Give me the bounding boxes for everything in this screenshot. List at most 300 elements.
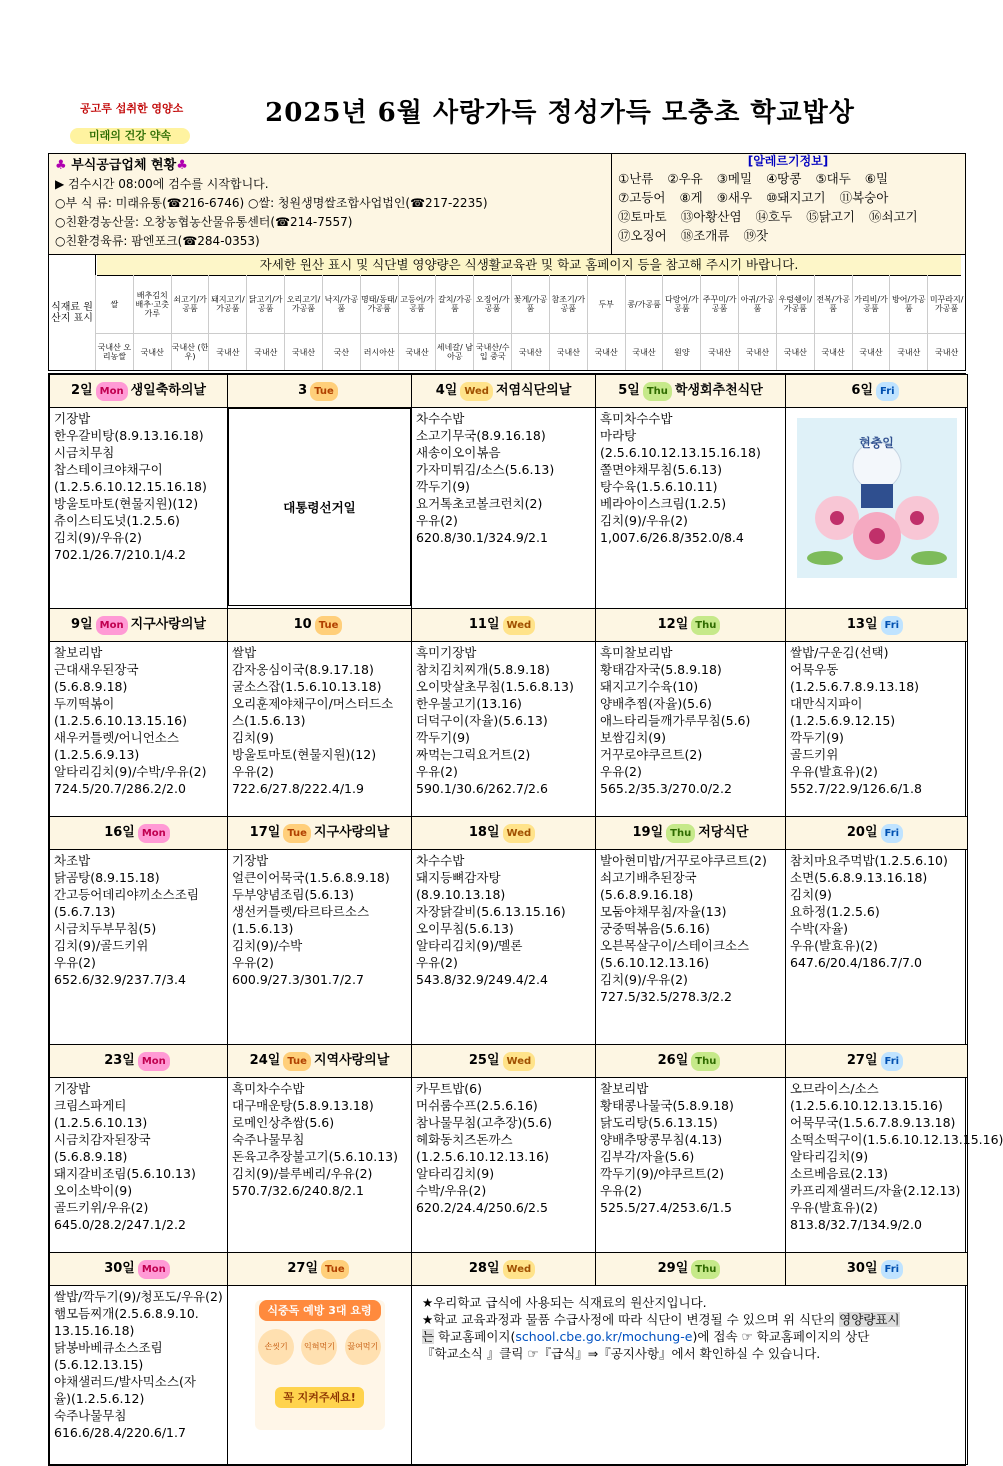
day-theme: 학생회추천식단 xyxy=(674,382,763,398)
menu-line: 620.2/24.4/250.6/2.5 xyxy=(416,1200,548,1215)
menu-line: 숙주나물무침 xyxy=(54,1408,127,1423)
origin-ingredient: 미꾸라지/가공품 xyxy=(928,275,965,334)
menu-line: 기장밥 xyxy=(54,1081,91,1096)
menu-line: 크림스파게티 xyxy=(54,1098,127,1113)
day-number: 20일 xyxy=(846,824,878,840)
weekday-badge: Fri xyxy=(881,1260,904,1279)
day-number: 26일 xyxy=(657,1052,689,1068)
menu-line: (5.6.12.13.15) xyxy=(54,1357,144,1372)
menu-cell xyxy=(786,408,968,609)
menu-line: 양배추땅콩무침(4.13) xyxy=(600,1132,723,1147)
menu-line: 감자옹심이국(8.9.17.18) xyxy=(232,662,374,677)
origin-column xyxy=(625,275,663,370)
poster-cell xyxy=(228,1286,412,1465)
menu-line: 570.7/32.6/240.8/2.1 xyxy=(232,1183,364,1198)
menu-line: 두부양념조림(5.6.13) xyxy=(232,887,354,902)
menu-line: 돈육고추장불고기(5.6.10.13) xyxy=(232,1149,398,1164)
allergy-item: ⑦고등어 xyxy=(618,190,666,205)
menu-line: 오이무침(5.6.13) xyxy=(416,921,514,936)
origin-ingredient: 배추김치 배추·고춧가루 xyxy=(134,275,171,334)
day-number: 11일 xyxy=(468,616,500,632)
menu-line: 요하정(1.2.5.6) xyxy=(790,904,880,919)
menu-line: 722.6/27.8/222.4/1.9 xyxy=(232,781,364,796)
menu-line: 724.5/20.7/286.2/2.0 xyxy=(54,781,186,796)
supplier-heading: ♣ 부식공급업체 현황♣ xyxy=(55,158,188,173)
menu-line: 590.1/30.6/262.7/2.6 xyxy=(416,781,548,796)
origin-country: 국내산 xyxy=(632,347,656,357)
origin-ingredient: 콩/가공품 xyxy=(626,275,663,334)
day-header xyxy=(228,1045,412,1078)
menu-line: 흑미찰보리밥 xyxy=(600,645,673,660)
day-number: 24일 xyxy=(249,1052,281,1068)
origin-country: 국내산 xyxy=(254,347,278,357)
menu-line: 620.8/30.1/324.9/2.1 xyxy=(416,530,548,545)
menu-cell xyxy=(50,850,228,1045)
menu-line: 쇠고기배추된장국 xyxy=(600,870,697,885)
menu-line: 골드키위 xyxy=(790,747,839,762)
menu-line: 양배추찜(자율)(5.6) xyxy=(600,696,712,711)
menu-line: 1,007.6/26.8/352.0/8.4 xyxy=(600,530,744,545)
menu-line: 굴소스잡(1.5.6.10.13.18) xyxy=(232,679,382,694)
day-header xyxy=(786,375,968,408)
weekday-badge: Mon xyxy=(138,1260,170,1279)
origin-ingredient: 고등어/가공품 xyxy=(399,275,436,334)
origin-ingredient: 오징어/가공품 xyxy=(474,275,511,334)
origin-column xyxy=(398,275,436,370)
menu-line: 김치(9)/우유(2) xyxy=(54,530,142,545)
menu-line: 813.8/32.7/134.9/2.0 xyxy=(790,1217,922,1232)
menu-line: 김치(9)/우유(2) xyxy=(600,513,688,528)
logo-slogan-top: 공고루 섭취한 영양소 xyxy=(80,102,184,115)
memorial-day-picture xyxy=(790,412,963,584)
day-header xyxy=(228,375,412,408)
menu-line: 시금치두부무침(5) xyxy=(54,921,157,936)
weekday-badge: Thu xyxy=(643,382,672,401)
menu-line: 짜먹는그릭요거트(2) xyxy=(416,747,531,762)
allergy-row xyxy=(612,226,964,245)
menu-line: 기장밥 xyxy=(54,411,91,426)
club-icon: ♣ xyxy=(176,158,188,173)
origin-country: 국내산 xyxy=(745,347,770,357)
origin-column xyxy=(133,275,171,370)
menu-line: 우유(2) xyxy=(416,955,458,970)
menu-line: 616.6/28.4/220.6/1.7 xyxy=(54,1425,186,1440)
weekday-badge: Thu xyxy=(691,616,720,635)
origin-ingredient: 돼지고기/가공품 xyxy=(209,275,246,334)
weekday-badge: Mon xyxy=(138,1052,170,1071)
origin-ingredient: 낙지/가공품 xyxy=(323,275,360,334)
menu-cell xyxy=(786,1078,1003,1253)
menu-line: 쌀밥/구운김(선택) xyxy=(790,645,889,660)
notice-text: 는 xyxy=(422,1329,435,1344)
origin-ingredient: 방어/가공품 xyxy=(890,275,927,334)
menu-cell xyxy=(596,1078,786,1253)
supplier-line: ▶ 검수시간 08:00에 검수를 시작합니다. xyxy=(55,177,269,191)
day-number: 27일 xyxy=(287,1260,319,1276)
origin-column xyxy=(435,275,473,370)
origin-column xyxy=(284,275,322,370)
menu-line: 깍두기(9)/야쿠르트(2) xyxy=(600,1166,725,1181)
day-header xyxy=(596,1253,786,1286)
menu-cell xyxy=(50,408,228,609)
origin-column xyxy=(700,275,738,370)
day-header xyxy=(50,609,228,642)
menu-line: 우유(2) xyxy=(232,764,274,779)
weekday-badge: Tue xyxy=(283,1052,311,1071)
day-header xyxy=(412,609,596,642)
origin-column xyxy=(511,275,549,370)
origin-ingredient: 쇠고기/가공품 xyxy=(172,275,209,334)
origin-column xyxy=(662,275,700,370)
menu-line: 오븐목살구이/스테이크소스 xyxy=(600,938,750,953)
menu-cell xyxy=(412,1078,596,1253)
origin-table xyxy=(48,255,966,371)
day-number: 3 xyxy=(298,382,308,398)
supplier-line: ○부 식 류: 미래유통(☎216-6746) ○쌀: 청원생명쌀조합사업법인(☎217-2235) xyxy=(55,196,488,210)
menu-line: 흑미기장밥 xyxy=(416,645,477,660)
menu-line: 참치김치찌개(5.8.9.18) xyxy=(416,662,550,677)
day-header xyxy=(412,1253,596,1286)
menu-line: 자장닭갈비(5.6.13.15.16) xyxy=(416,904,566,919)
menu-line: 김치(9)/블루베리/우유(2) xyxy=(232,1166,373,1181)
allergy-item: ⑪복숭아 xyxy=(839,190,889,205)
menu-line: 김치(9) xyxy=(232,730,274,745)
weekday-badge: Wed xyxy=(460,382,493,401)
menu-line: 카무트밥(6) xyxy=(416,1081,483,1096)
menu-line: 쫄면야채무침(5.6.13) xyxy=(600,462,722,477)
menu-line: 근대새우된장국 xyxy=(54,662,139,677)
allergy-item: ④땅콩 xyxy=(766,171,802,186)
menu-line: (1.2.5.6.10.12.15.16.18) xyxy=(54,479,207,494)
menu-line: 쌀밥 xyxy=(232,645,257,660)
menu-cell xyxy=(228,408,411,606)
origin-column xyxy=(95,275,133,370)
food-poisoning-poster xyxy=(255,1300,385,1430)
origin-country: 국내산 xyxy=(708,347,732,357)
day-number: 25일 xyxy=(468,1052,500,1068)
menu-line: 600.9/27.3/301.7/2.7 xyxy=(232,972,364,987)
origin-country: 국내산/수입 중국 xyxy=(475,343,510,361)
menu-line: 쌀밥/깍두기(9)/청포도/우유(2) xyxy=(54,1289,223,1304)
day-number: 5일 xyxy=(618,382,640,398)
menu-line: 닭봉바베큐소스조림 xyxy=(54,1340,163,1355)
menu-line: 마라탕 xyxy=(600,428,637,443)
menu-line: (1.2.5.6.10.12.13.15.16) xyxy=(790,1098,943,1113)
school-logo xyxy=(70,100,200,148)
weekday-badge: Mon xyxy=(138,824,170,843)
origin-column xyxy=(171,275,209,370)
menu-line: 돼지등뼈감자탕 xyxy=(416,870,501,885)
menu-line: 652.6/32.9/237.7/3.4 xyxy=(54,972,186,987)
weekday-badge: Thu xyxy=(691,1260,720,1279)
menu-cell xyxy=(412,850,596,1045)
origin-column xyxy=(587,275,625,370)
day-header xyxy=(786,1045,968,1078)
weekday-badge: Mon xyxy=(96,382,128,401)
day-header xyxy=(228,817,412,850)
origin-ingredient: 우렁쉥이/가공품 xyxy=(777,275,814,334)
page-title: 2025년 6월 사랑가득 정성가득 모충초 학교밥상 xyxy=(265,98,855,128)
menu-line: 율)(1.2.5.6.12) xyxy=(54,1391,145,1406)
day-header xyxy=(786,817,968,850)
menu-line: 흑미차수수밥 xyxy=(600,411,673,426)
menu-line: 보쌈김치(9) xyxy=(600,730,667,745)
menu-line: 727.5/32.5/278.3/2.2 xyxy=(600,989,732,1004)
menu-line: 대만식지파이 xyxy=(790,696,863,711)
menu-line: 김치(9)/수박 xyxy=(232,938,303,953)
day-header xyxy=(412,375,596,408)
day-header xyxy=(412,817,596,850)
day-theme: 지구사랑의날 xyxy=(130,616,206,632)
menu-cell xyxy=(412,408,596,609)
menu-cell xyxy=(786,850,968,1045)
supplier-line: ○친환경육류: 팜엔포크(☎284-0353) xyxy=(55,234,260,248)
origin-side-label: 식재료 원산지 표시 xyxy=(49,255,96,370)
origin-country: 국내산 xyxy=(594,347,618,357)
day-header xyxy=(50,375,228,408)
origin-column xyxy=(246,275,284,370)
day-header xyxy=(596,609,786,642)
day-number: 28일 xyxy=(468,1260,500,1276)
allergy-heading: [알레르기정보] xyxy=(747,154,829,168)
menu-line: 알타리김치(9) xyxy=(790,1149,869,1164)
day-number: 16일 xyxy=(104,824,135,840)
allergy-item: ⑫토마토 xyxy=(618,209,667,224)
day-header xyxy=(596,817,786,850)
origin-country: 국내산 xyxy=(216,347,240,357)
weekday-badge: Tue xyxy=(283,824,311,843)
day-header xyxy=(596,375,786,408)
origin-country: 국내산 xyxy=(556,347,580,357)
day-number: 23일 xyxy=(104,1052,135,1068)
weekday-badge: Tue xyxy=(321,1260,349,1279)
allergy-row xyxy=(612,188,964,207)
menu-line: 황태콩나물국(5.8.9.18) xyxy=(600,1098,734,1113)
menu-line: 탕수육(1.5.6.10.11) xyxy=(600,479,718,494)
menu-cell xyxy=(228,1078,412,1253)
menu-line: 스(1.5.6.13) xyxy=(232,713,306,728)
menu-cell xyxy=(228,850,412,1045)
day-number: 13일 xyxy=(846,616,878,632)
menu-line: 발아현미밥/거꾸로야쿠르트(2) xyxy=(600,853,767,868)
homepage-link[interactable]: school.cbe.go.kr/mochung-e xyxy=(515,1329,693,1344)
allergy-item: ⑨새우 xyxy=(716,190,753,205)
weekday-badge: Tue xyxy=(310,382,338,401)
day-header xyxy=(228,1253,412,1286)
weekday-badge: Mon xyxy=(96,616,128,635)
menu-line: (1.5.6.13) xyxy=(232,921,294,936)
menu-line: 차조밥 xyxy=(54,853,91,868)
memorial-day-label: 현충일 xyxy=(859,435,894,450)
menu-line: 간고등어데리야끼소스조림 xyxy=(54,887,199,902)
origin-ingredient: 오리고기/가공품 xyxy=(285,275,322,334)
allergy-item: ⑥밀 xyxy=(864,171,889,186)
menu-line: 새송이오이볶음 xyxy=(416,445,501,460)
notice-line xyxy=(422,1328,957,1345)
day-number: 30일 xyxy=(846,1260,878,1276)
weekday-badge: Thu xyxy=(666,824,695,843)
menu-line: 참치마요주먹밥(1.2.5.6.10) xyxy=(790,853,948,868)
menu-line: 얼큰이어묵국(1.5.6.8.9.18) xyxy=(232,870,390,885)
origin-ingredient: 참조기/가공품 xyxy=(550,275,587,334)
origin-ingredient: 명태/동태/가공품 xyxy=(361,275,398,334)
origin-country: 국내산 xyxy=(859,347,883,357)
menu-cell xyxy=(50,642,228,817)
menu-line: 우유(2) xyxy=(416,764,458,779)
day-header xyxy=(50,1045,228,1078)
menu-line: 우유(2) xyxy=(232,955,274,970)
day-number: 18일 xyxy=(468,824,500,840)
menu-line: 오므라이스/소스 xyxy=(790,1081,879,1096)
menu-line: 햄모듬찌개(2.5.6.8.9.10. xyxy=(54,1306,199,1321)
origin-column xyxy=(322,275,360,370)
menu-line: 깍두기(9) xyxy=(416,730,470,745)
menu-line: 김치(9)/우유(2) xyxy=(600,972,688,987)
origin-ingredient: 주꾸미/가공품 xyxy=(701,275,738,334)
day-number: 29일 xyxy=(657,1260,689,1276)
weekday-badge: Thu xyxy=(691,1052,720,1071)
menu-line: 552.7/22.9/126.6/1.8 xyxy=(790,781,922,796)
menu-line: (5.6.8.9.18) xyxy=(54,1149,128,1164)
menu-line: (2.5.6.10.12.13.15.16.18) xyxy=(600,445,761,460)
origin-ingredient: 두부 xyxy=(588,275,625,334)
origin-ingredient: 전복/가공품 xyxy=(815,275,852,334)
menu-line: (8.9.10.13.18) xyxy=(416,887,506,902)
menu-line: 시금치감자된장국 xyxy=(54,1132,151,1147)
notice-line: ★우리학교 급식에 사용되는 식재료의 원산지입니다. xyxy=(422,1295,707,1310)
menu-line: 대구매운탕(5.8.9.13.18) xyxy=(232,1098,374,1113)
menu-line: 닭도리탕(5.6.13.15) xyxy=(600,1115,718,1130)
day-theme: 저당식단 xyxy=(698,824,749,840)
menu-cell xyxy=(596,850,786,1045)
menu-line: 모둠야채무침/자율(13) xyxy=(600,904,727,919)
origin-ingredient: 꽃게/가공품 xyxy=(512,275,549,334)
menu-cell xyxy=(50,1078,228,1253)
menu-line: 거꾸로야쿠르트(2) xyxy=(600,747,703,762)
allergy-item: ⑮닭고기 xyxy=(806,209,855,224)
meal-calendar xyxy=(48,373,1003,1466)
menu-line: 수박/우유(2) xyxy=(416,1183,487,1198)
menu-line: 츄이스티도넛(1.2.5.6) xyxy=(54,513,180,528)
day-number: 6일 xyxy=(851,382,874,398)
allergy-item: ⑧게 xyxy=(679,190,703,205)
menu-line: 황태감자국(5.8.9.18) xyxy=(600,662,722,677)
menu-line: 오이맛살초무침(1.5.6.8.13) xyxy=(416,679,574,694)
menu-line: 두끼떡볶이 xyxy=(54,696,115,711)
menu-line: 우유(2) xyxy=(416,513,458,528)
menu-line: 소고기무국(8.9.16.18) xyxy=(416,428,546,443)
weekday-badge: Wed xyxy=(503,616,536,635)
menu-line: 야채샐러드/발사믹소스(자 xyxy=(54,1374,196,1389)
menu-cell xyxy=(786,642,968,817)
origin-country: 국내산 xyxy=(405,347,429,357)
club-icon: ♣ xyxy=(55,158,67,173)
menu-line: 우유(발효유)(2) xyxy=(790,1200,878,1215)
menu-line: 깍두기(9) xyxy=(416,479,470,494)
menu-cell xyxy=(596,408,786,609)
day-theme: 지구사랑의날 xyxy=(313,824,390,840)
origin-country: 국내산 xyxy=(783,347,807,357)
menu-line: 오이소박이(9) xyxy=(54,1183,133,1198)
menu-line: 알타리김치(9)/멜론 xyxy=(416,938,523,953)
menu-line: (5.6.8.9.16.18) xyxy=(600,887,694,902)
menu-line: 525.5/27.4/253.6/1.5 xyxy=(600,1200,732,1215)
holiday-label: 대통령선거일 xyxy=(283,499,356,515)
poster-footer: 꼭 지켜주세요! xyxy=(275,1387,364,1408)
menu-line: 김치(9)/골드키위 xyxy=(54,938,149,953)
origin-column xyxy=(852,275,890,370)
menu-line: 가자미튀김/소스(5.6.13) xyxy=(416,462,555,477)
notice-text: ★학교 교육과정과 물품 수급사정에 따라 식단이 변경될 수 있으며 위 식단의 xyxy=(422,1312,840,1327)
origin-column xyxy=(208,275,246,370)
origin-note: 자세한 원산 표시 및 식단별 영양량은 식생활교육관 및 학교 홈페이지 등을 참고해 주시기 바랍니다. xyxy=(97,255,961,276)
menu-line: 로메인상추쌈(5.6) xyxy=(232,1115,335,1130)
poster-title: 식중독 예방 3대 요령 xyxy=(259,1300,381,1321)
menu-line: 565.2/35.3/270.0/2.2 xyxy=(600,781,732,796)
menu-line: 찰보리밥 xyxy=(54,645,103,660)
allergy-item: ①난류 xyxy=(618,171,654,186)
menu-line: 참나물무침(고추장)(5.6) xyxy=(416,1115,552,1130)
menu-cell xyxy=(412,642,596,817)
menu-line: 차수수밥 xyxy=(416,411,465,426)
menu-line: 어묵우동 xyxy=(790,662,839,677)
allergy-item: ③메밀 xyxy=(716,171,753,186)
menu-line: 알타리김치(9)/수박/우유(2) xyxy=(54,764,207,779)
menu-line: 647.6/20.4/186.7/7.0 xyxy=(790,955,922,970)
origin-country: 국내산 (한우) xyxy=(171,343,209,361)
menu-line: 방울토마토(현물지원)(12) xyxy=(232,747,377,762)
day-theme: 생일축하의날 xyxy=(130,382,206,398)
menu-line: 소떡소떡구이(1.5.6.10.12.13.15.16) xyxy=(790,1132,1003,1147)
menu-line: 수박(자율) xyxy=(790,921,849,936)
origin-column xyxy=(776,275,814,370)
origin-country: 국내산 xyxy=(935,347,959,357)
notice-text: 학교홈페이지( xyxy=(434,1329,516,1344)
day-number: 9일 xyxy=(71,616,93,632)
day-number: 19일 xyxy=(632,824,664,840)
allergy-item: ⑬아황산염 xyxy=(680,209,742,224)
origin-country: 국내산 오리농쌀 xyxy=(97,343,132,361)
day-header xyxy=(412,1045,596,1078)
origin-country: 국산 xyxy=(333,347,350,357)
origin-column xyxy=(927,275,965,370)
info-box xyxy=(48,153,966,255)
day-header xyxy=(786,1253,968,1286)
origin-column xyxy=(549,275,587,370)
allergy-item: ⑭호두 xyxy=(755,209,793,224)
poster-item: 끓여먹기 xyxy=(345,1329,381,1365)
menu-line: 흑미차수수밥 xyxy=(232,1081,305,1096)
day-theme: 지역사랑의날 xyxy=(313,1052,390,1068)
menu-line: 우유(발효유)(2) xyxy=(790,938,878,953)
menu-line: (1.2.5.6.7.8.9.13.18) xyxy=(790,679,920,694)
origin-ingredient: 쌀 xyxy=(96,275,133,334)
origin-column xyxy=(814,275,852,370)
menu-line: 김부각/자율(5.6) xyxy=(600,1149,695,1164)
allergy-item: ⑤대두 xyxy=(815,171,851,186)
day-number: 27일 xyxy=(846,1052,878,1068)
weekday-badge: Wed xyxy=(503,1052,536,1071)
menu-line: (1.2.5.6.10.13) xyxy=(54,1115,148,1130)
allergy-item: ⑯쇠고기 xyxy=(868,209,918,224)
allergy-item: ⑰오징어 xyxy=(618,228,667,243)
origin-ingredient: 가리비/가공품 xyxy=(853,275,890,334)
menu-line: 기장밥 xyxy=(232,853,269,868)
menu-line: 우유(2) xyxy=(600,1183,642,1198)
menu-cell xyxy=(228,642,412,817)
poster-item: 익혀먹기 xyxy=(301,1329,337,1365)
origin-column xyxy=(473,275,511,370)
